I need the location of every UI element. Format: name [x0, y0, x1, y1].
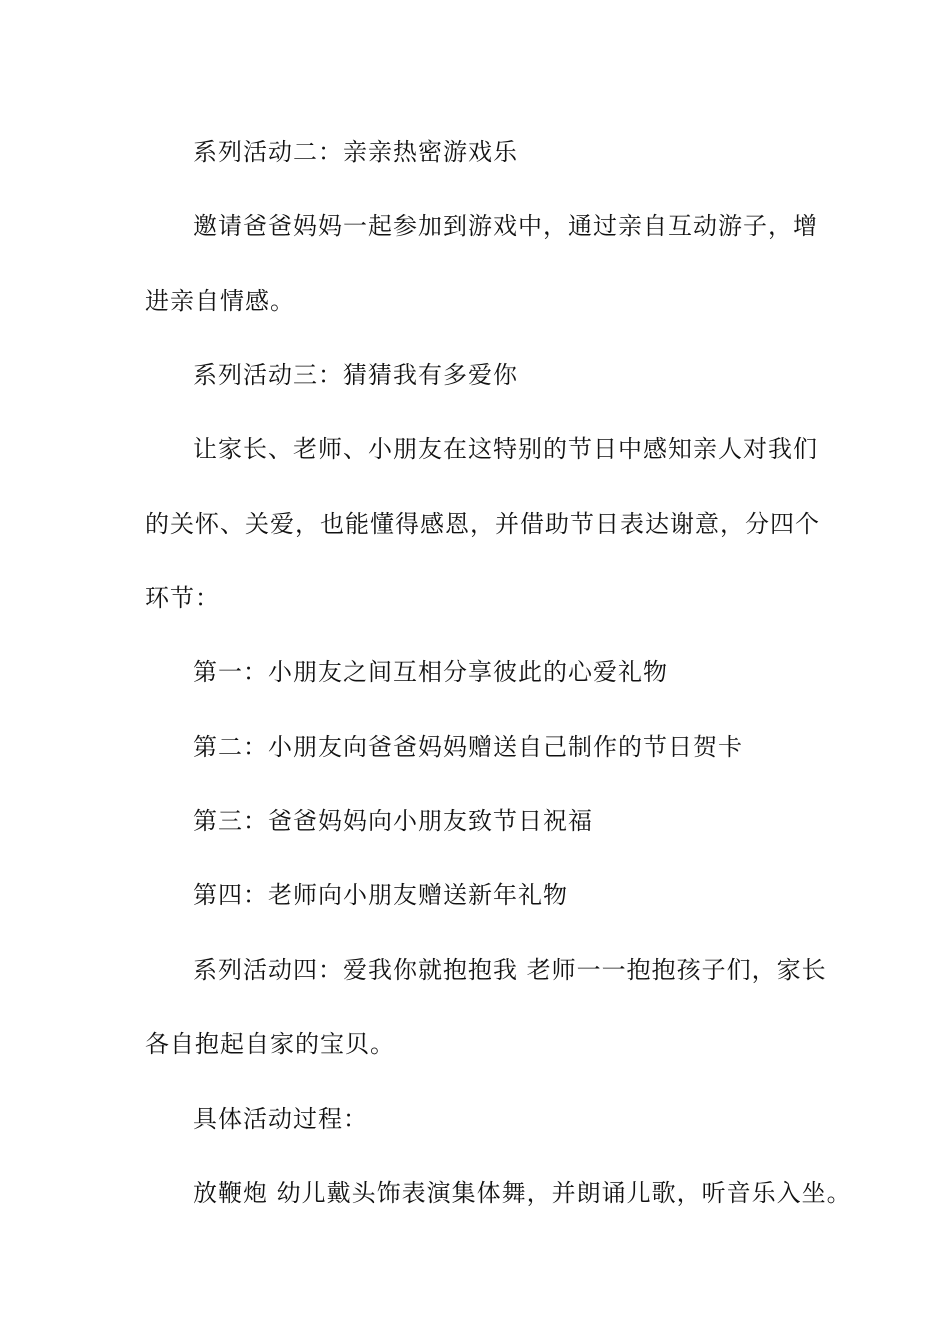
list-item-second: 第二：小朋友向爸爸妈妈赠送自己制作的节日贺卡: [193, 733, 743, 761]
heading-process: 具体活动过程：: [193, 1105, 368, 1133]
list-item-first: 第一：小朋友之间互相分享彼此的心爱礼物: [193, 658, 668, 686]
paragraph-line: 的关怀、关爱，也能懂得感恩，并借助节日表达谢意，分四个: [145, 510, 820, 538]
paragraph-line: 进亲自情感。: [145, 287, 295, 315]
paragraph-line: 环节：: [145, 584, 220, 612]
paragraph-line: 邀请爸爸妈妈一起参加到游戏中，通过亲自互动游子，增: [193, 212, 818, 240]
list-item-fourth: 第四：老师向小朋友赠送新年礼物: [193, 881, 568, 909]
heading-activity-four: 系列活动四：爱我你就抱抱我 老师一一抱抱孩子们，家长: [193, 956, 827, 984]
heading-activity-two: 系列活动二：亲亲热密游戏乐: [193, 138, 518, 166]
heading-activity-three: 系列活动三：猜猜我有多爱你: [193, 361, 518, 389]
paragraph-line: 各自抱起自家的宝贝。: [145, 1030, 395, 1058]
list-item-third: 第三：爸爸妈妈向小朋友致节日祝福: [193, 807, 593, 835]
paragraph-line: 放鞭炮 幼儿戴头饰表演集体舞，并朗诵儿歌，听音乐入坐。: [193, 1179, 852, 1207]
paragraph-line: 让家长、老师、小朋友在这特别的节日中感知亲人对我们: [193, 435, 818, 463]
